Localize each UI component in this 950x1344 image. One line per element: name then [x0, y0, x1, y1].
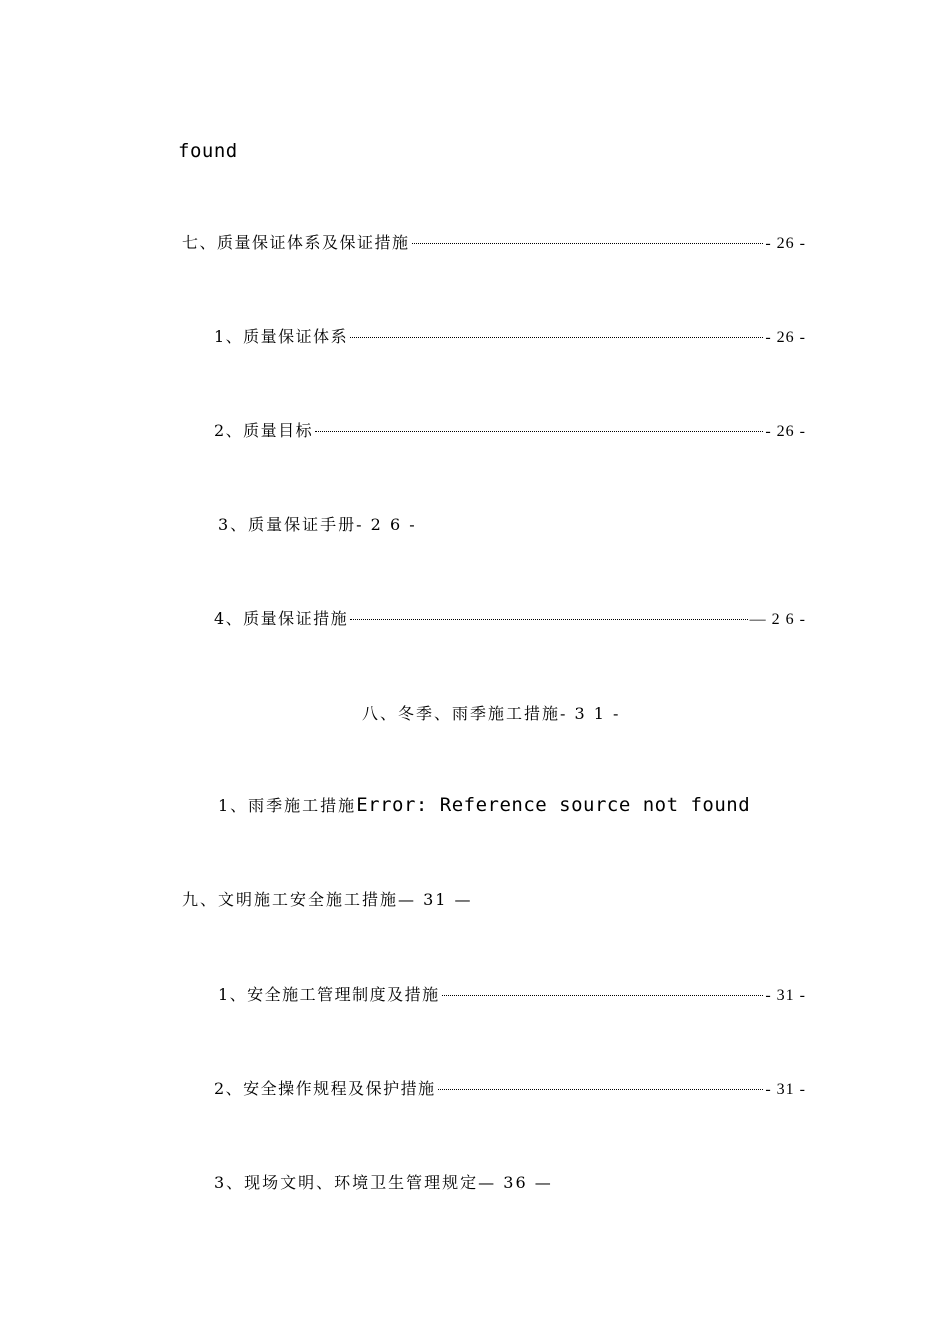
toc-entry-page: - 26 - [765, 423, 806, 440]
toc-entry-page: - 26 - [765, 235, 806, 252]
toc-entry-quality-manual[interactable]: 3、质量保证手册- 2 6 - [218, 515, 417, 534]
reference-error-text: Error: Reference source not found [356, 794, 751, 816]
toc-entry-rainy-season[interactable] [218, 794, 750, 817]
toc-entry-civilized-safety[interactable]: 九、文明施工安全施工措施— 31 — [182, 890, 473, 909]
toc-entry-page: - 31 - [765, 1081, 806, 1098]
toc-entry-title: 1、雨季施工措施 [218, 796, 357, 815]
toc-entry-quality-system[interactable] [214, 326, 806, 349]
toc-entry-safety-operations[interactable] [214, 1078, 806, 1101]
toc-entry-title: 1、安全施工管理制度及措施 [218, 985, 440, 1004]
dot-leader [315, 431, 763, 432]
dot-leader [412, 243, 764, 244]
toc-entry-quality-assurance[interactable] [182, 232, 806, 255]
toc-entry-title: 2、安全操作规程及保护措施 [214, 1079, 436, 1098]
toc-entry-safety-management[interactable] [218, 984, 806, 1007]
found-fragment: found [178, 140, 238, 162]
toc-entry-title: 七、质量保证体系及保证措施 [182, 233, 410, 252]
toc-entry-title: 1、质量保证体系 [214, 327, 349, 346]
dot-leader [438, 1089, 764, 1090]
toc-entry-season-construction[interactable]: 八、冬季、雨季施工措施- 3 1 - [362, 704, 621, 723]
toc-entry-quality-target[interactable] [214, 420, 806, 443]
dot-leader [350, 337, 763, 338]
dot-leader [442, 995, 764, 996]
toc-entry-page: — 2 6 - [749, 611, 806, 628]
toc-entry-page: - 26 - [765, 329, 806, 346]
toc-entry-title: 2、质量目标 [214, 421, 314, 440]
toc-entry-title: 4、质量保证措施 [214, 609, 349, 628]
dot-leader [350, 619, 747, 620]
toc-entry-page: - 31 - [765, 987, 806, 1004]
toc-entry-site-hygiene[interactable]: 3、现场文明、环境卫生管理规定— 36 — [214, 1173, 553, 1192]
toc-entry-quality-measures[interactable] [214, 608, 806, 631]
